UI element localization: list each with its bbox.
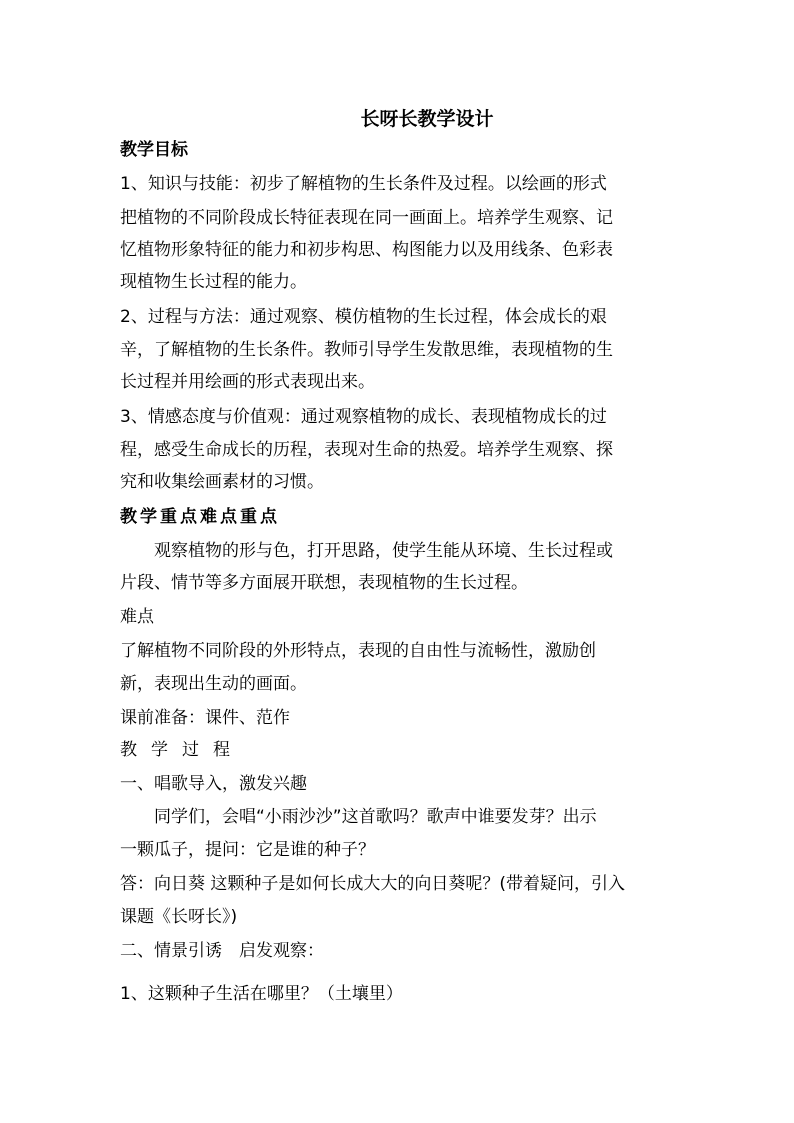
- document-title: 长呀长教学设计: [360, 108, 494, 130]
- paragraph-line: 了解植物不同阶段的外形特点，表现的自由性与流畅性，激励创: [120, 641, 596, 661]
- paragraph-line: 1、这颗种子生活在哪里？（土壤里）: [120, 984, 403, 1004]
- paragraph-line: 观察植物的形与色，打开思路，使学生能从环境、生长过程或: [120, 541, 613, 561]
- key-points-heading: 教学重点难点重点: [120, 507, 280, 527]
- paragraph-line: 答：向日葵 这颗种子是如何长成大大的向日葵呢？(带着疑问，引入: [120, 874, 626, 894]
- paragraph-line: 片段、情节等多方面展开联想，表现植物的生长过程。: [120, 573, 528, 593]
- paragraph-line: 新，表现出生动的画面。: [120, 674, 307, 694]
- paragraph-line: 课题《长呀长》): [120, 907, 238, 927]
- paragraph-line: 辛，了解植物的生长条件。教师引导学生发散思维，表现植物的生: [120, 340, 613, 360]
- paragraph-line: 忆植物形象特征的能力和初步构思、构图能力以及用线条、色彩表: [120, 240, 613, 260]
- paragraph-line: 3、情感态度与价值观：通过观察植物的成长、表现植物成长的过: [120, 407, 607, 427]
- paragraph-line: 一颗瓜子，提问：它是谁的种子？: [120, 840, 375, 860]
- paragraph-line: 现植物生长过程的能力。: [120, 272, 307, 292]
- paragraph-line: 长过程并用绘画的形式表现出来。: [120, 372, 375, 392]
- process-heading: 教学过程: [120, 740, 244, 760]
- paragraph-line: 2、过程与方法：通过观察、模仿植物的生长过程，体会成长的艰: [120, 307, 607, 327]
- paragraph-line: 程，感受生命成长的历程，表现对生命的热爱。培养学生观察、探: [120, 440, 613, 460]
- paragraph-line: 同学们，会唱“小雨沙沙”这首歌吗？歌声中谁要发芽？出示: [120, 807, 597, 827]
- preparation-line: 课前准备：课件、范作: [120, 708, 290, 728]
- objectives-heading: 教学目标: [120, 140, 188, 160]
- difficulty-heading: 难点: [120, 607, 154, 627]
- paragraph-line: 把植物的不同阶段成长特征表现在同一画面上。培养学生观察、记: [120, 208, 613, 228]
- paragraph-line: 究和收集绘画素材的习惯。: [120, 472, 324, 492]
- step2-heading: 二、情景引诱 启发观察：: [120, 941, 324, 961]
- paragraph-line: 1、知识与技能：初步了解植物的生长条件及过程。以绘画的形式: [120, 174, 607, 194]
- step1-heading: 一、唱歌导入，激发兴趣: [120, 774, 307, 794]
